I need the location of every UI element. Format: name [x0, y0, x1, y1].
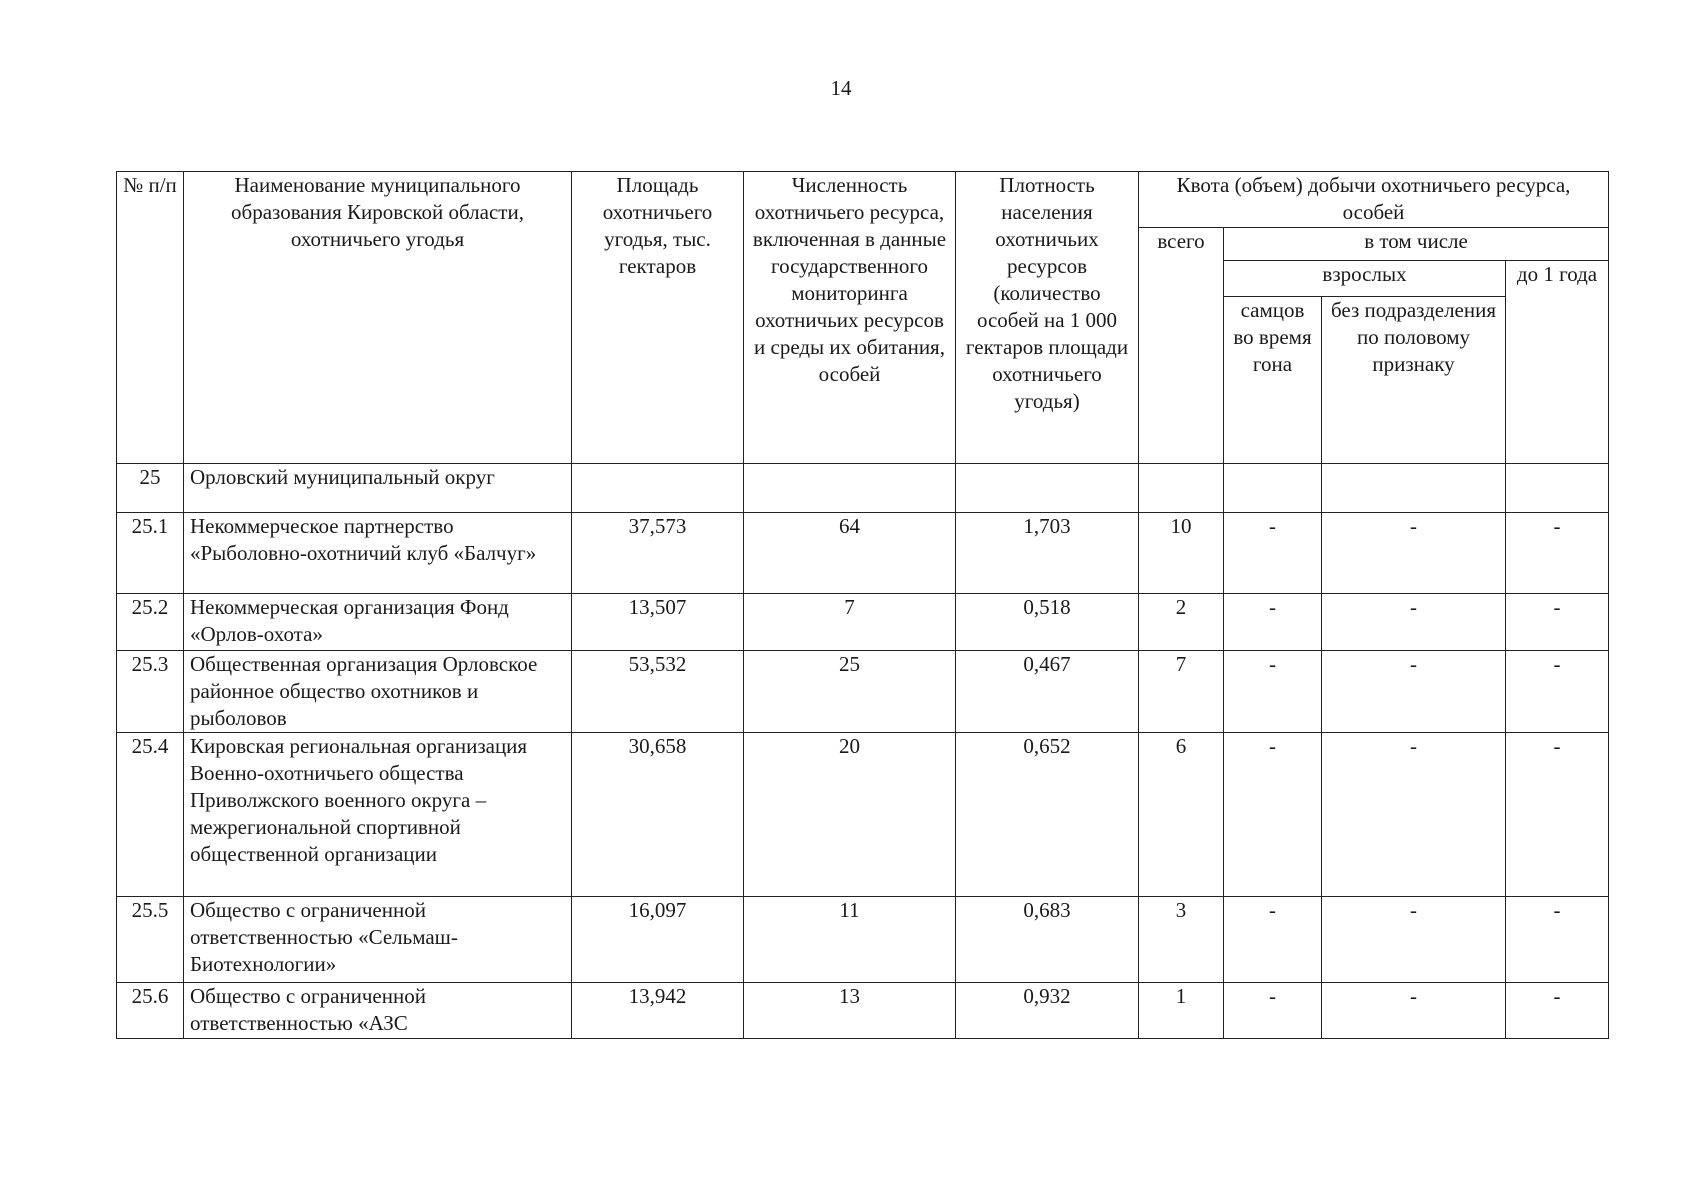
- cell-density: 0,683: [956, 897, 1139, 983]
- cell-young: -: [1506, 733, 1609, 897]
- cell-area: 30,658: [572, 733, 744, 897]
- cell-total: 3: [1139, 897, 1224, 983]
- cell-population: 11: [744, 897, 956, 983]
- table-row: [117, 897, 1609, 983]
- header-adults: взрослых: [1224, 261, 1506, 297]
- cell-total: 10: [1139, 513, 1224, 594]
- cell-population: 25: [744, 651, 956, 733]
- cell-density: 0,652: [956, 733, 1139, 897]
- cell-young: -: [1506, 651, 1609, 733]
- cell-nosex: -: [1322, 733, 1506, 897]
- cell-name: Некоммерческое партнерство «Рыболовно-охотничий клуб «Балчуг»: [184, 513, 572, 594]
- table-row: [117, 594, 1609, 651]
- header-area: Площадь охотничьего угодья, тыс. гектаров: [572, 172, 744, 464]
- cell-young: -: [1506, 897, 1609, 983]
- cell-area: 13,507: [572, 594, 744, 651]
- cell-num: 25.5: [117, 897, 184, 983]
- cell-name: Общественная организация Орловское районное общество охотников и рыболовов: [184, 651, 572, 733]
- cell-males: -: [1224, 733, 1322, 897]
- cell-name: Некоммерческая организация Фонд «Орлов-охота»: [184, 594, 572, 651]
- cell-nosex: -: [1322, 513, 1506, 594]
- cell-area: 37,573: [572, 513, 744, 594]
- table-row: [117, 651, 1609, 733]
- cell-total: 6: [1139, 733, 1224, 897]
- cell-total: 2: [1139, 594, 1224, 651]
- cell-males: -: [1224, 594, 1322, 651]
- cell-males: -: [1224, 651, 1322, 733]
- cell-nosex: -: [1322, 983, 1506, 1039]
- cell-males: -: [1224, 897, 1322, 983]
- header-name: Наименование муниципального образования Кировской области, охотничьего угодья: [184, 172, 572, 464]
- table-row-group: [117, 464, 1609, 513]
- cell-area: 13,942: [572, 983, 744, 1039]
- header-no-sex: без подразделения по половому признаку: [1322, 297, 1506, 464]
- header-including: в том числе: [1224, 228, 1609, 261]
- table-row: [117, 513, 1609, 594]
- cell-num: 25.4: [117, 733, 184, 897]
- cell-young: -: [1506, 983, 1609, 1039]
- cell-name: Общество с ограниченной ответственностью «Сельмаш-Биотехнологии»: [184, 897, 572, 983]
- cell-density: 0,518: [956, 594, 1139, 651]
- cell-population: 20: [744, 733, 956, 897]
- cell-males: -: [1224, 513, 1322, 594]
- cell-density: 0,932: [956, 983, 1139, 1039]
- table-row: [117, 733, 1609, 897]
- cell-num: 25.3: [117, 651, 184, 733]
- cell-density: 0,467: [956, 651, 1139, 733]
- header-num: № п/п: [117, 172, 184, 464]
- header-males-rut: самцов во время гона: [1224, 297, 1322, 464]
- header-population: Численность охотничьего ресурса, включенная в данные государственного мониторинга охотничьих ресурсов и среды их обитания, особей: [744, 172, 956, 464]
- cell-num: 25: [117, 464, 184, 513]
- cell-name: Кировская региональная организация Военно-охотничьего общества Приволжского военного округа – межрегиональной спортивной общественной организации: [184, 733, 572, 897]
- cell-density: 1,703: [956, 513, 1139, 594]
- header-quota: Квота (объем) добычи охотничьего ресурса, особей: [1139, 172, 1609, 228]
- header-total: всего: [1139, 228, 1224, 464]
- cell-nosex: -: [1322, 897, 1506, 983]
- cell-num: 25.2: [117, 594, 184, 651]
- page-number: 14: [830, 76, 852, 100]
- cell-area: 16,097: [572, 897, 744, 983]
- cell-young: -: [1506, 513, 1609, 594]
- cell-num: 25.6: [117, 983, 184, 1039]
- cell-population: 7: [744, 594, 956, 651]
- header-under-one: до 1 года: [1506, 261, 1609, 464]
- hunting-quota-table: [116, 171, 1609, 1039]
- cell-population: 13: [744, 983, 956, 1039]
- cell-young: -: [1506, 594, 1609, 651]
- cell-nosex: -: [1322, 651, 1506, 733]
- cell-nosex: -: [1322, 594, 1506, 651]
- cell-num: 25.1: [117, 513, 184, 594]
- cell-population: 64: [744, 513, 956, 594]
- table-row: [117, 983, 1609, 1039]
- cell-area: 53,532: [572, 651, 744, 733]
- cell-name: Общество с ограниченной ответственностью «АЗС: [184, 983, 572, 1039]
- cell-males: -: [1224, 983, 1322, 1039]
- cell-total: 1: [1139, 983, 1224, 1039]
- header-density: Плотность населения охотничьих ресурсов (количество особей на 1 000 гектаров площади охотничьего угодья): [956, 172, 1139, 464]
- cell-name: Орловский муниципальный округ: [184, 464, 572, 513]
- cell-total: 7: [1139, 651, 1224, 733]
